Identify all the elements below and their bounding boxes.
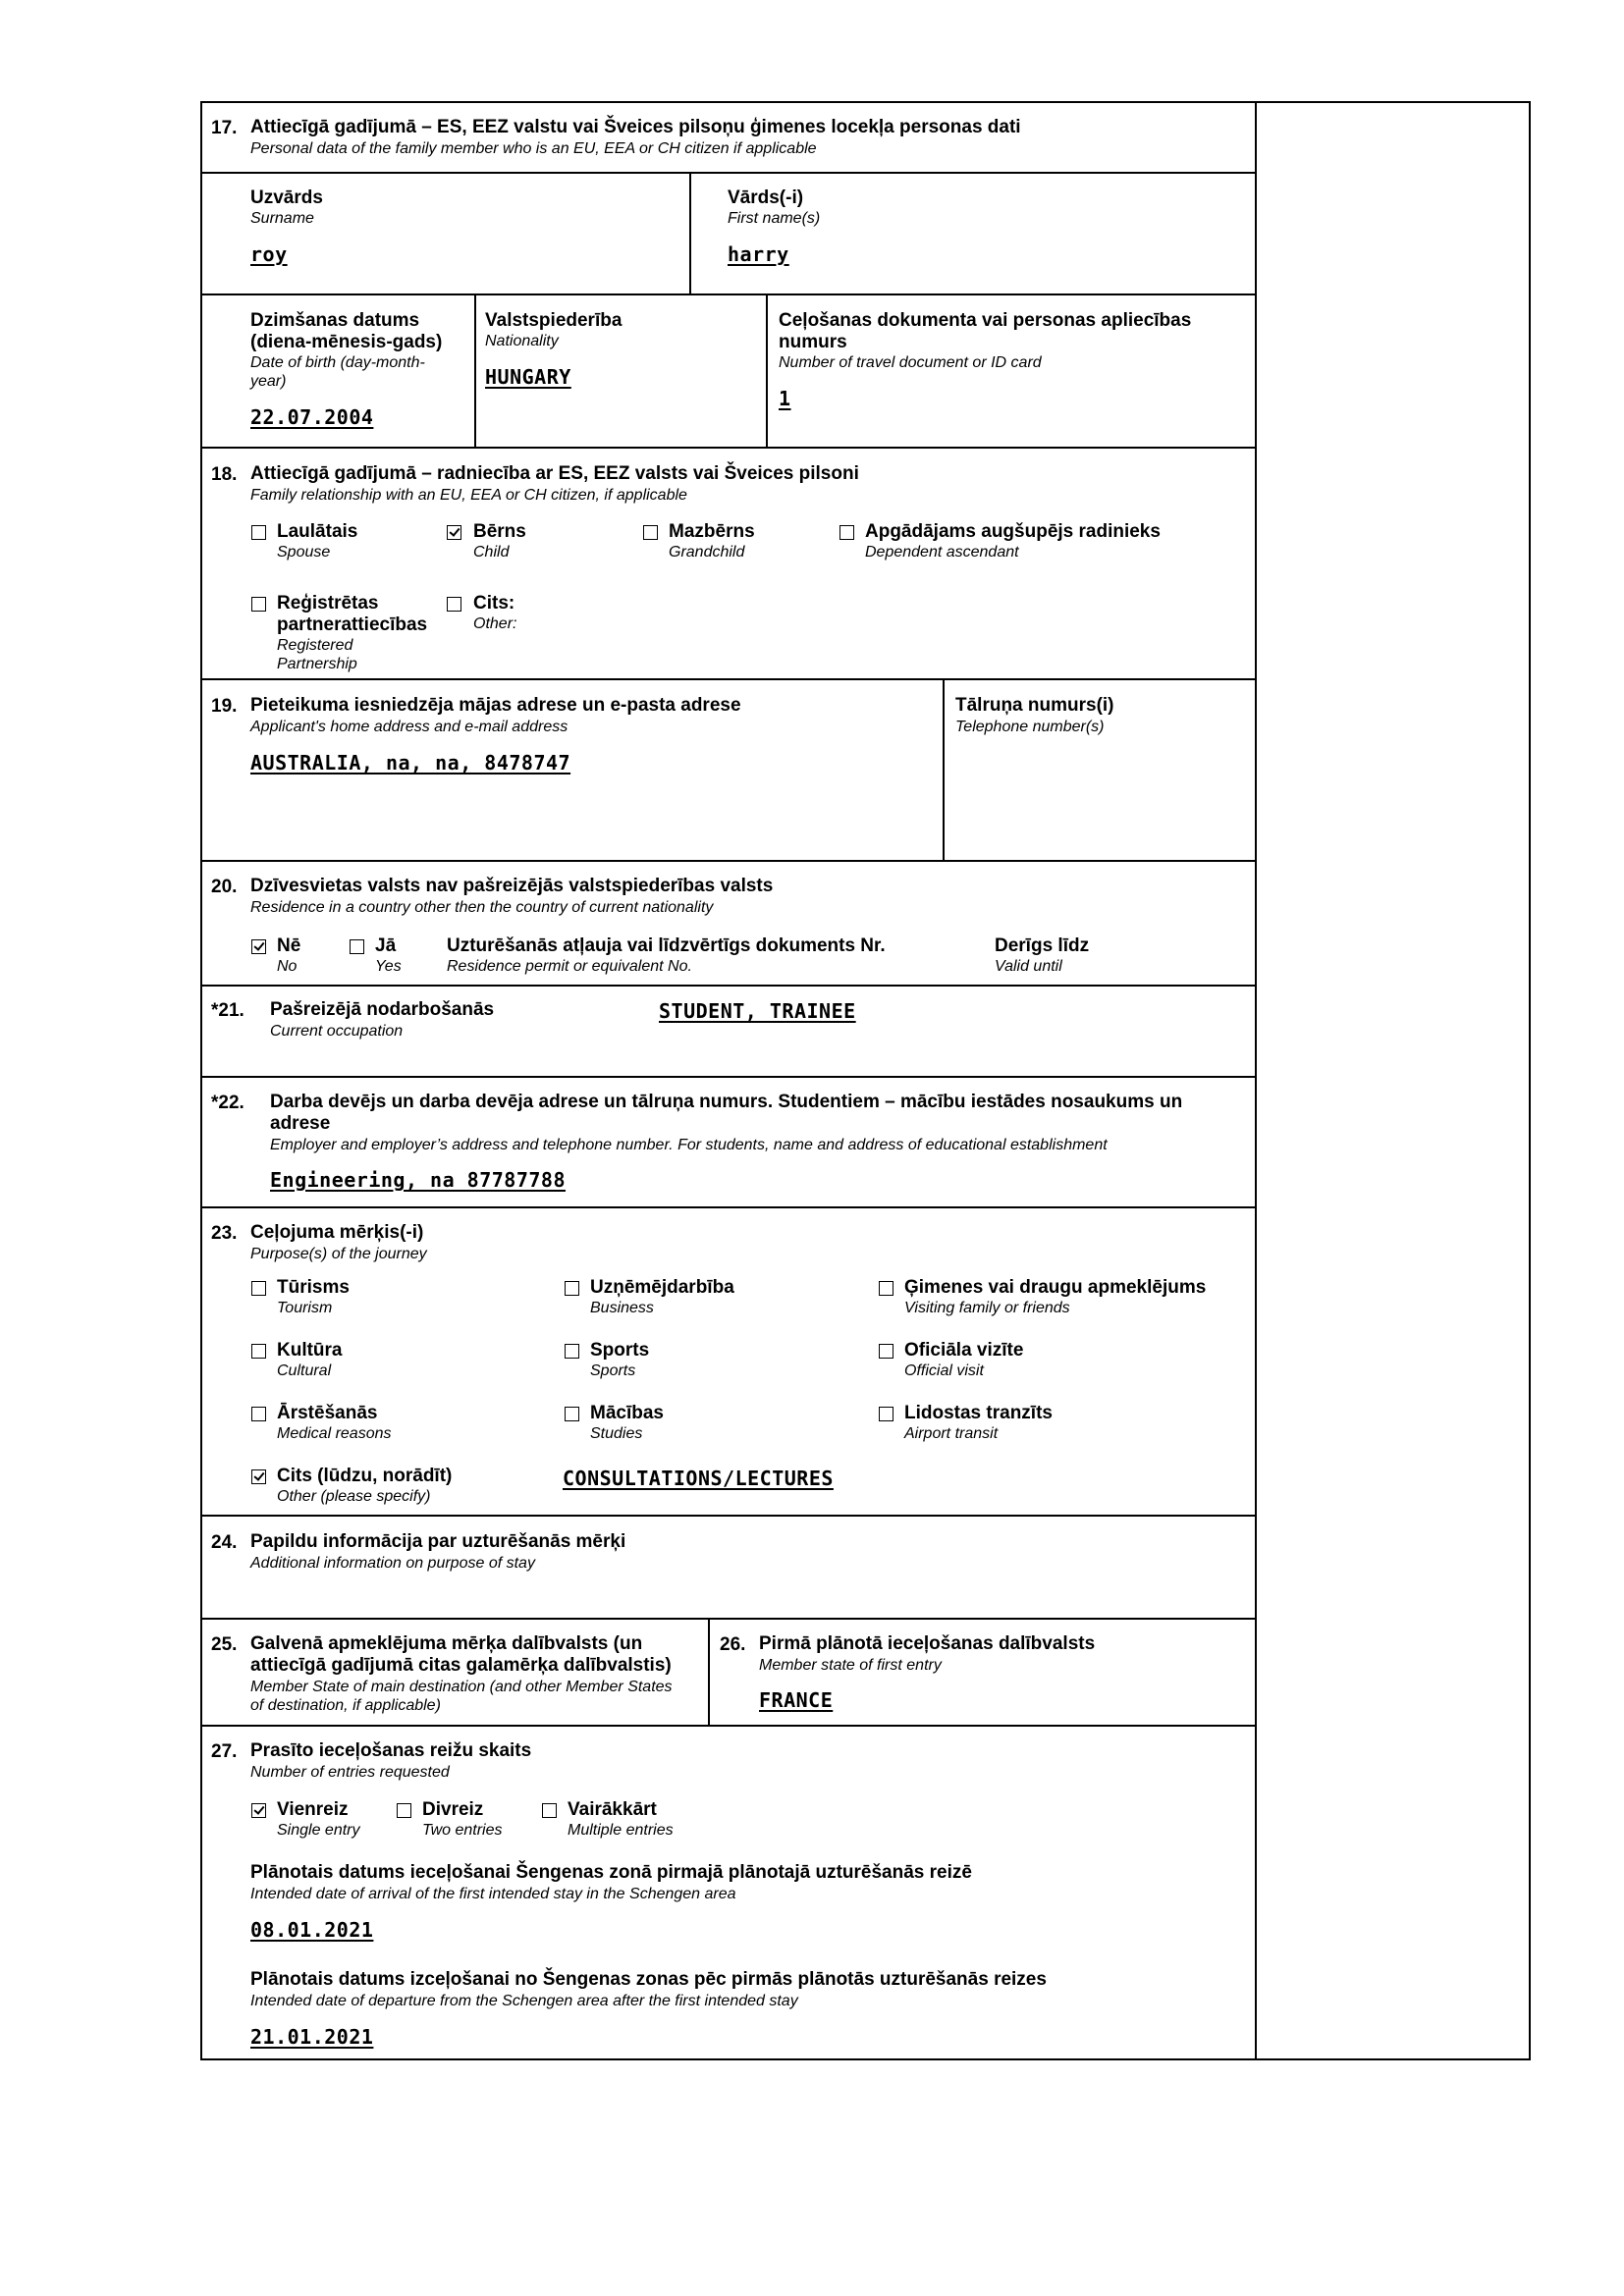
section-26-subtitle: Member state of first entry (759, 1657, 942, 1674)
section-23-subtitle: Purpose(s) of the journey (250, 1246, 427, 1262)
divider (200, 1076, 1256, 1078)
option-spouse (277, 521, 357, 561)
option-official-visit (904, 1340, 1023, 1380)
option-sublabel: No (277, 958, 298, 975)
option-label-2: partnerattiecības (277, 614, 428, 635)
section-23-number: 23. (211, 1223, 238, 1244)
option-no (277, 935, 300, 976)
option-cultural (277, 1340, 343, 1380)
section-24-subtitle: Additional information on purpose of stay (250, 1555, 535, 1572)
section-18-number: 18. (211, 464, 238, 485)
option-sublabel: Two entries (422, 1822, 503, 1839)
option-sublabel: Yes (375, 958, 402, 975)
option-label: Kultūra (277, 1340, 343, 1361)
checkbox-dependent-ascendant[interactable] (839, 525, 854, 540)
option-label: Apgādājams augšupējs radinieks (865, 521, 1161, 542)
permit-sublabel: Residence permit or equivalent No. (447, 958, 692, 975)
section-25-title: Galvenā apmeklējuma mērķa dalībvalsts (un (250, 1633, 643, 1654)
residence-permit-field (447, 935, 886, 976)
firstname-label: Vārds(-i) (728, 187, 804, 208)
section-21-subtitle: Current occupation (270, 1023, 404, 1040)
option-dependent-ascendant (865, 521, 1161, 561)
option-sublabel: Grandchild (669, 544, 745, 561)
divider (943, 678, 945, 861)
checkbox-sports[interactable] (565, 1344, 579, 1359)
option-sublabel: Official visit (904, 1362, 984, 1379)
checkbox-spouse[interactable] (251, 525, 266, 540)
option-label: Sports (590, 1340, 650, 1361)
phone-label: Tālruņa numurs(i) (955, 695, 1114, 716)
section-26-title: Pirmā plānotā ieceļošanas dalībvalsts (759, 1633, 1096, 1654)
checkbox-child[interactable] (447, 525, 461, 540)
option-studies (590, 1403, 664, 1443)
option-label: Lidostas tranzīts (904, 1403, 1053, 1423)
departure-date-value[interactable]: 21.01.2021 (250, 2025, 374, 2049)
section-22-title-2: adrese (270, 1113, 331, 1134)
section-24-title: Papildu informācija par uzturēšanās mērķi (250, 1531, 626, 1552)
dob-sublabel-2: year) (250, 373, 287, 390)
option-label: Vairākkārt (568, 1799, 657, 1820)
checkbox-no[interactable] (251, 939, 266, 954)
option-sublabel: Sports (590, 1362, 636, 1379)
divider (200, 985, 1256, 987)
dob-sublabel: Date of birth (day-month- (250, 354, 425, 371)
section-19-subtitle: Applicant's home address and e-mail address (250, 719, 568, 735)
divider (766, 294, 768, 448)
section-19-number: 19. (211, 696, 238, 717)
divider (200, 172, 1256, 174)
option-yes (375, 935, 402, 976)
option-airport-transit (904, 1403, 1053, 1443)
section-22-title: Darba devējs un darba devēja adrese un tālruņa numurs. Studentiem – mācību iestādes nosaukums un (270, 1092, 1183, 1112)
option-label: Bērns (473, 521, 526, 542)
option-sublabel: Registered (277, 637, 353, 654)
arrival-date-sublabel: Intended date of arrival of the first intended stay in the Schengen area (250, 1886, 736, 1902)
option-label: Nē (277, 935, 301, 956)
section-24-number: 24. (211, 1532, 238, 1553)
checkbox-multiple-entries[interactable] (542, 1803, 557, 1818)
travel-doc-value[interactable]: 1 (779, 387, 791, 410)
option-sublabel: Single entry (277, 1822, 360, 1839)
departure-date-sublabel: Intended date of departure from the Schengen area after the first intended stay (250, 1993, 798, 2009)
option-sublabel: Airport transit (904, 1425, 999, 1442)
section-25-subtitle: Member State of main destination (and other Member States (250, 1679, 673, 1695)
option-sublabel: Other (please specify) (277, 1488, 431, 1505)
option-sublabel: Cultural (277, 1362, 332, 1379)
option-sports (590, 1340, 649, 1380)
divider (200, 447, 1256, 449)
section-17-subtitle: Personal data of the family member who is an EU, EEA or CH citizen if applicable (250, 140, 817, 157)
option-label: Mazbērns (669, 521, 755, 542)
option-label: Jā (375, 935, 397, 956)
divider (200, 1206, 1256, 1208)
option-other (473, 593, 516, 633)
option-label: Divreiz (422, 1799, 484, 1820)
option-label: Ģimenes vai draugu apmeklējums (904, 1277, 1207, 1298)
section-20-title: Dzīvesvietas valsts nav pašreizējās valstspiederības valsts (250, 876, 774, 896)
dob-label: Dzimšanas datums (250, 310, 420, 331)
checkbox-cultural[interactable] (251, 1344, 266, 1359)
option-sublabel: Spouse (277, 544, 331, 561)
nationality-value[interactable]: HUNGARY (485, 365, 571, 389)
travel-doc-sublabel: Number of travel document or ID card (779, 354, 1042, 371)
divider (200, 294, 1256, 295)
dob-label-format: (diena-mēnesis-gads) (250, 332, 443, 352)
valid-until-sublabel: Valid until (995, 958, 1062, 975)
option-two-entries (422, 1799, 503, 1840)
option-single-entry (277, 1799, 360, 1840)
checkbox-two-entries[interactable] (397, 1803, 411, 1818)
option-sublabel: Multiple entries (568, 1822, 674, 1839)
option-grandchild (669, 521, 755, 561)
arrival-date-value[interactable]: 08.01.2021 (250, 1918, 374, 1942)
option-label: Cits: (473, 593, 515, 614)
dob-value[interactable]: 22.07.2004 (250, 405, 374, 429)
option-child (473, 521, 526, 561)
divider (708, 1618, 710, 1726)
option-sublabel: Business (590, 1300, 654, 1316)
firstname-value[interactable]: harry (728, 242, 789, 266)
option-label: Laulātais (277, 521, 358, 542)
valid-until-field (995, 935, 1089, 976)
option-sublabel: Tourism (277, 1300, 333, 1316)
option-label: Reģistrētas (277, 593, 379, 614)
section-25-number: 25. (211, 1634, 238, 1655)
option-business (590, 1277, 734, 1317)
section-19-title: Pieteikuma iesniedzēja mājas adrese un e-pasta adrese (250, 695, 741, 716)
travel-doc-label: Ceļošanas dokumenta vai personas apliecības (779, 310, 1192, 331)
option-sublabel: Other: (473, 615, 517, 632)
section-18-title: Attiecīgā gadījumā – radniecība ar ES, EEZ valsts vai Šveices pilsoni (250, 463, 859, 484)
option-label: Uzņēmējdarbība (590, 1277, 734, 1298)
option-registered-partnership (277, 593, 427, 673)
option-sublabel-2: Partnership (277, 656, 357, 672)
first-entry-value[interactable]: FRANCE (759, 1688, 834, 1712)
option-label: Mācības (590, 1403, 664, 1423)
divider (200, 860, 1256, 862)
section-20-number: 20. (211, 877, 238, 897)
option-visiting-family (904, 1277, 1206, 1317)
other-purpose-value[interactable]: CONSULTATIONS/LECTURES (563, 1467, 834, 1490)
section-21-number: *21. (211, 1000, 244, 1021)
employer-value[interactable]: Engineering, na 87787788 (270, 1168, 566, 1192)
section-17-number: 17. (211, 118, 238, 138)
divider (200, 1618, 1256, 1620)
checkbox-official-visit[interactable] (879, 1344, 893, 1359)
checkbox-other-purpose[interactable] (251, 1469, 266, 1484)
checkbox-yes[interactable] (350, 939, 364, 954)
section-27-subtitle: Number of entries requested (250, 1764, 450, 1781)
checkbox-other[interactable] (447, 597, 461, 612)
nationality-sublabel: Nationality (485, 333, 559, 349)
option-medical (277, 1403, 392, 1443)
home-address-value[interactable]: AUSTRALIA, na, na, 8478747 (250, 751, 571, 774)
section-26-number: 26. (720, 1634, 746, 1655)
travel-doc-label-2: numurs (779, 332, 847, 352)
divider (474, 294, 476, 448)
section-25-title-2: attiecīgā gadījumā citas galamērķa dalībvalstis) (250, 1655, 672, 1676)
option-sublabel: Medical reasons (277, 1425, 392, 1442)
checkbox-grandchild[interactable] (643, 525, 658, 540)
option-label: Tūrisms (277, 1277, 350, 1298)
option-label: Cits (lūdzu, norādīt) (277, 1466, 453, 1486)
divider (200, 678, 1256, 680)
arrival-date-label: Plānotais datums ieceļošanai Šengenas zonā pirmajā plānotajā uzturēšanās reizē (250, 1862, 972, 1883)
section-21-title: Pašreizējā nodarbošanās (270, 999, 495, 1020)
surname-value[interactable]: roy (250, 242, 288, 266)
option-sublabel: Visiting family or friends (904, 1300, 1070, 1316)
option-other-purpose (277, 1466, 452, 1506)
checkbox-registered-partnership[interactable] (251, 597, 266, 612)
checkbox-medical[interactable] (251, 1407, 266, 1421)
option-sublabel: Dependent ascendant (865, 544, 1019, 561)
section-25-subtitle-2: of destination, if applicable) (250, 1697, 441, 1714)
occupation-value[interactable]: STUDENT, TRAINEE (659, 999, 856, 1023)
departure-date-label: Plānotais datums izceļošanai no Šengenas zonas pēc pirmās plānotās uzturēšanās reizes (250, 1969, 1047, 1990)
surname-label: Uzvārds (250, 187, 323, 208)
option-label: Oficiāla vizīte (904, 1340, 1024, 1361)
option-sublabel: Child (473, 544, 510, 561)
checkbox-business[interactable] (565, 1281, 579, 1296)
option-multiple-entries (568, 1799, 674, 1840)
phone-sublabel: Telephone number(s) (955, 719, 1105, 735)
section-27-title: Prasīto ieceļošanas reižu skaits (250, 1740, 532, 1761)
right-margin-column-divider (1255, 101, 1257, 2060)
section-17-title: Attiecīgā gadījumā – ES, EEZ valstu vai Šveices pilsoņu ģimenes locekļa personas dati (250, 117, 1021, 137)
valid-until-label: Derīgs līdz (995, 935, 1090, 956)
option-tourism (277, 1277, 350, 1317)
checkbox-tourism[interactable] (251, 1281, 266, 1296)
firstname-sublabel: First name(s) (728, 210, 821, 227)
permit-label: Uzturēšanās atļauja vai līdzvērtīgs dokuments Nr. (447, 935, 886, 956)
checkbox-airport-transit[interactable] (879, 1407, 893, 1421)
section-20-subtitle: Residence in a country other then the country of current nationality (250, 899, 714, 916)
section-18-subtitle: Family relationship with an EU, EEA or CH citizen, if applicable (250, 487, 687, 504)
checkbox-single-entry[interactable] (251, 1803, 266, 1818)
divider (200, 1515, 1256, 1517)
divider (689, 172, 691, 294)
section-23-title: Ceļojuma mērķis(-i) (250, 1222, 424, 1243)
option-sublabel: Studies (590, 1425, 643, 1442)
section-22-subtitle: Employer and employer’s address and telephone number. For students, name and address of educational establishment (270, 1137, 1108, 1153)
divider (200, 1725, 1256, 1727)
option-label: Vienreiz (277, 1799, 349, 1820)
checkbox-visiting-family[interactable] (879, 1281, 893, 1296)
section-27-number: 27. (211, 1741, 238, 1762)
option-label: Ārstēšanās (277, 1403, 378, 1423)
nationality-label: Valstspiederība (485, 310, 623, 331)
surname-sublabel: Surname (250, 210, 314, 227)
section-22-number: *22. (211, 1093, 244, 1113)
checkbox-studies[interactable] (565, 1407, 579, 1421)
